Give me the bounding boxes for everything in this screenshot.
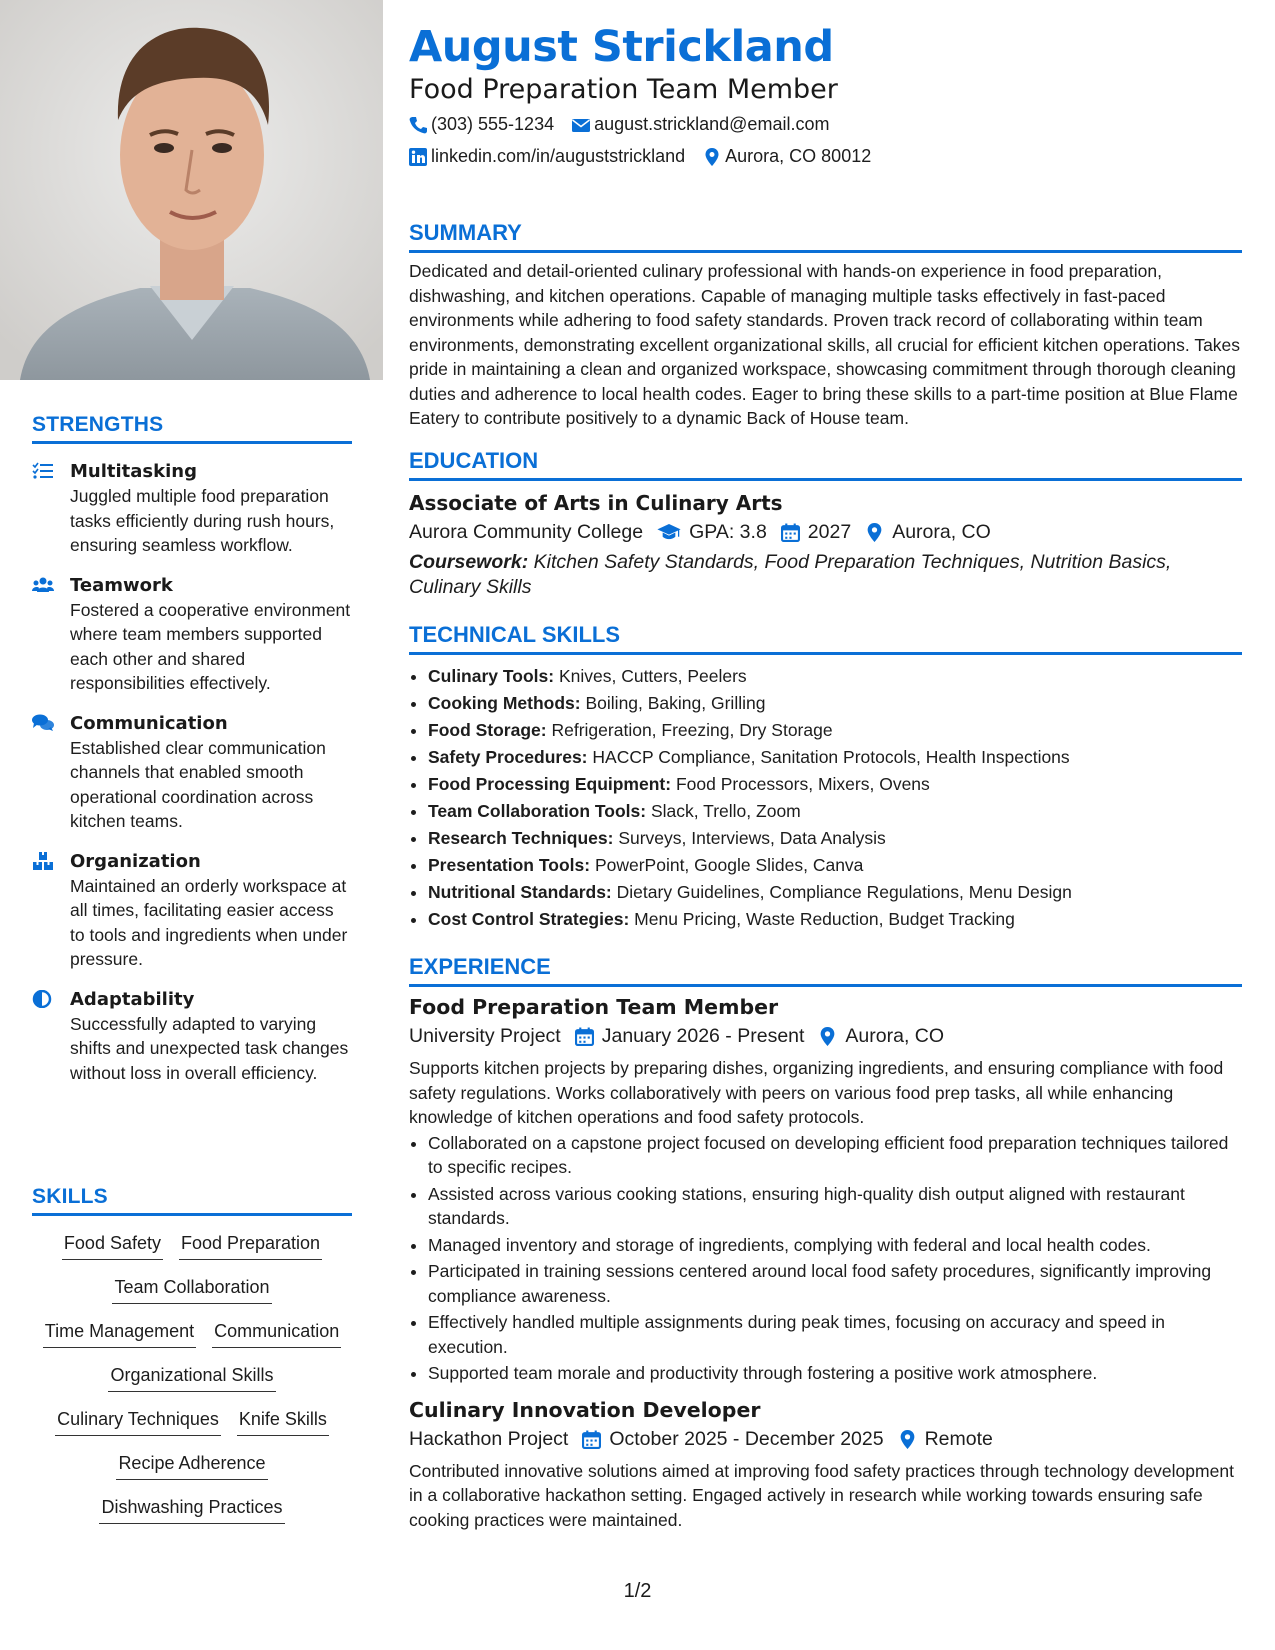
calendar-icon xyxy=(781,523,800,542)
calendar-icon xyxy=(582,1430,601,1449)
portrait-image xyxy=(0,0,383,380)
phone-contact xyxy=(409,114,554,135)
skills-list xyxy=(32,1216,352,1524)
job-location-item xyxy=(818,1025,944,1048)
job-org: Hackathon Project xyxy=(409,1427,569,1450)
email-contact[interactable] xyxy=(572,114,829,135)
degree-name: Associate of Arts in Culinary Arts xyxy=(409,491,783,515)
job-meta xyxy=(409,1428,1242,1451)
location-contact xyxy=(703,146,871,167)
skill-chip: Dishwashing Practices xyxy=(99,1494,284,1524)
job-dates: January 2026 - Present xyxy=(601,1025,805,1047)
job-dates: October 2025 - December 2025 xyxy=(609,1427,884,1450)
skill-label: Nutritional Standards: xyxy=(428,882,612,902)
list-item xyxy=(428,798,1242,825)
skill-value: Refrigeration, Freezing, Dry Storage xyxy=(551,720,833,740)
strength-name: Communication xyxy=(70,712,228,734)
list-item: • Supported team morale and productivity through fostering a positive work atmosphere. xyxy=(428,1361,1242,1386)
skill-chip: Time Management xyxy=(43,1318,196,1348)
year-text: 2027 xyxy=(807,521,852,543)
job-summary: Supports kitchen projects by preparing dishes, organizing ingredients, and ensuring compliance with food safety regulations. Works collaboratively with peers on various food prep tasks, all while enhancing knowledge of kitchen operations and food safety protocols. xyxy=(409,1058,1224,1127)
skill-chip: Team Collaboration xyxy=(112,1274,271,1304)
list-item: • Effectively handled multiple assignments during peak times, focusing on accuracy and speed in execution. xyxy=(428,1310,1242,1359)
job-entry xyxy=(409,1398,1242,1533)
experience-section xyxy=(409,954,1242,1532)
page-number: 1/2 xyxy=(623,1580,652,1602)
skill-chip: Communication xyxy=(212,1318,341,1348)
gpa-item xyxy=(657,521,767,544)
strength-item xyxy=(32,850,352,972)
gpa-text: GPA: 3.8 xyxy=(689,521,767,543)
skill-value: Surveys, Interviews, Data Analysis xyxy=(618,828,886,848)
education-meta xyxy=(409,521,1242,544)
list-item: • Assisted across various cooking stations, ensuring high-quality dish output aligned with restaurant standards. xyxy=(428,1182,1242,1231)
skill-label: Food Processing Equipment: xyxy=(428,774,672,794)
map-pin-icon xyxy=(898,1430,917,1449)
boxes-icon xyxy=(32,850,70,972)
strength-item xyxy=(32,574,352,696)
job-meta xyxy=(409,1025,1242,1048)
summary-text: Dedicated and detail-oriented culinary professional with hands-on experience in food preparation, dishwashing, and kitchen operations. Capable of managing multiple tasks effectively in fast-paced environments while adhering to food safety standards. Proven track record of collaborating within team environments, demonstrating excellent organizational skills, all crucial for efficient kitchen operations. Takes pride in maintaining a clean and organized workspace, showcasing commitment through thorough cleaning duties and adherence to local health codes. Eager to bring these skills to a part-time position at Blue Flame Eatery to contribute positively to a dynamic Back of House team. xyxy=(409,261,1241,428)
strength-name: Multitasking xyxy=(70,461,197,482)
list-item xyxy=(428,852,1242,879)
location-text: Aurora, CO 80012 xyxy=(725,146,872,166)
skill-label: Safety Procedures: xyxy=(428,747,588,767)
linkedin-text[interactable]: linkedin.com/in/auguststrickland xyxy=(431,146,686,166)
list-item xyxy=(428,663,1242,690)
list-item xyxy=(428,717,1242,744)
strength-item xyxy=(32,988,352,1086)
job-location: Aurora, CO xyxy=(845,1025,945,1047)
skill-value: Boiling, Baking, Grilling xyxy=(585,693,766,713)
list-check-icon xyxy=(32,460,70,558)
job-org: University Project xyxy=(409,1025,561,1047)
skill-value: Slack, Trello, Zoom xyxy=(650,801,801,821)
sidebar xyxy=(0,0,383,1650)
comments-icon xyxy=(32,712,70,834)
strength-desc: Successfully adapted to varying shifts and unexpected task changes without loss in overall efficiency. xyxy=(70,1013,349,1083)
skill-value: HACCP Compliance, Sanitation Protocols, Health Inspections xyxy=(592,747,1070,767)
skill-value: PowerPoint, Google Slides, Canva xyxy=(594,855,864,875)
skill-chip: Recipe Adherence xyxy=(116,1450,267,1480)
technical-skills-section xyxy=(409,622,1242,933)
map-pin-icon xyxy=(818,1027,837,1046)
strength-name: Teamwork xyxy=(70,574,173,596)
person-name: August Strickland xyxy=(409,22,834,72)
coursework xyxy=(409,550,1242,600)
strength-desc: Maintained an orderly workspace at all times, facilitating easier access to tools and ingredients when under pressure. xyxy=(70,875,348,969)
email-text[interactable]: august.strickland@email.com xyxy=(594,114,830,134)
list-item xyxy=(428,771,1242,798)
school-name: Aurora Community College xyxy=(409,521,644,543)
skill-chip: Food Safety xyxy=(62,1230,163,1260)
job-location-item xyxy=(898,1428,993,1451)
phone-icon xyxy=(409,116,427,134)
strength-item xyxy=(32,712,352,834)
experience-title: EXPERIENCE xyxy=(409,954,1242,987)
summary-title: SUMMARY xyxy=(409,220,1242,253)
job-entry xyxy=(409,995,1242,1386)
edu-location-item xyxy=(865,521,991,544)
skill-label: Team Collaboration Tools: xyxy=(428,801,647,821)
technical-skills-title: TECHNICAL SKILLS xyxy=(409,622,1242,655)
half-circle-icon xyxy=(32,988,70,1086)
phone-text: (303) 555-1234 xyxy=(431,114,555,134)
graduation-cap-icon xyxy=(657,523,681,542)
strengths-title: STRENGTHS xyxy=(32,413,352,444)
skill-value: Knives, Cutters, Peelers xyxy=(558,666,747,686)
strength-item xyxy=(32,460,352,558)
skill-label: Presentation Tools: xyxy=(428,855,591,875)
users-icon xyxy=(32,574,70,696)
strength-name: Adaptability xyxy=(70,988,195,1010)
skills-section xyxy=(32,1185,352,1524)
list-item: • Managed inventory and storage of ingredients, complying with federal and local health codes. xyxy=(428,1233,1242,1258)
summary-section xyxy=(409,220,1242,431)
strength-desc: Juggled multiple food preparation tasks efficiently during rush hours, ensuring seamless workflow. xyxy=(70,486,335,555)
coursework-label: Coursework: xyxy=(409,551,529,573)
skill-label: Food Storage: xyxy=(428,720,547,740)
education-section xyxy=(409,448,1242,600)
strength-desc: Established clear communication channels that enabled smooth operational coordination across kitchen teams. xyxy=(70,737,326,831)
skill-label: Cooking Methods: xyxy=(428,693,581,713)
list-item xyxy=(428,879,1242,906)
job-dates-item xyxy=(582,1428,883,1451)
strength-desc: Fostered a cooperative environment where team members supported each other and shared responsibilities effectively. xyxy=(70,599,351,693)
strengths-section xyxy=(32,413,352,1085)
job-title: Culinary Innovation Developer xyxy=(409,1397,761,1422)
linkedin-contact[interactable] xyxy=(409,146,685,167)
map-pin-icon xyxy=(865,523,884,542)
job-summary: Contributed innovative solutions aimed at improving food safety practices through technology development in a collaborative hackathon setting. Engaged actively in research while working towards ensuring safe cooking practices were maintained. xyxy=(409,1460,1234,1530)
list-item xyxy=(428,690,1242,717)
list-item xyxy=(428,906,1242,933)
list-item xyxy=(428,744,1242,771)
skill-chip: Knife Skills xyxy=(237,1406,329,1436)
coursework-text: Kitchen Safety Standards, Food Preparation Techniques, Nutrition Basics, Culinary Skills xyxy=(409,551,1172,598)
profile-photo xyxy=(0,0,383,380)
map-pin-icon xyxy=(703,148,721,166)
edu-location-text: Aurora, CO xyxy=(892,521,991,543)
year-item xyxy=(781,521,851,544)
job-bullets xyxy=(409,1131,1242,1386)
strength-name: Organization xyxy=(70,850,201,872)
list-item: • Collaborated on a capstone project focused on developing efficient food preparation techniques tailored to specific recipes. xyxy=(428,1131,1242,1180)
envelope-icon xyxy=(572,116,590,134)
skill-value: Dietary Guidelines, Compliance Regulations, Menu Design xyxy=(616,882,1072,902)
linkedin-icon xyxy=(409,148,427,166)
job-location: Remote xyxy=(924,1427,993,1450)
skill-label: Cost Control Strategies: xyxy=(428,909,630,929)
list-item: • Participated in training sessions centered around local food safety procedures, significantly improving compliance awareness. xyxy=(428,1259,1242,1308)
skill-label: Culinary Tools: xyxy=(428,666,555,686)
education-title: EDUCATION xyxy=(409,448,1242,481)
calendar-icon xyxy=(575,1027,594,1046)
skill-chip: Food Preparation xyxy=(179,1230,322,1260)
skill-value: Food Processors, Mixers, Ovens xyxy=(675,774,930,794)
contact-row-1 xyxy=(409,114,847,135)
skills-title: SKILLS xyxy=(32,1185,352,1216)
contact-row-2 xyxy=(409,146,889,167)
skill-value: Menu Pricing, Waste Reduction, Budget Tracking xyxy=(634,909,1015,929)
job-title: Food Preparation Team Member xyxy=(409,995,779,1019)
list-item xyxy=(428,825,1242,852)
skill-chip: Culinary Techniques xyxy=(55,1406,221,1436)
skill-label: Research Techniques: xyxy=(428,828,614,848)
person-title: Food Preparation Team Member xyxy=(409,74,838,105)
skill-chip: Organizational Skills xyxy=(108,1362,275,1392)
job-dates-item xyxy=(575,1025,805,1048)
technical-skills-list xyxy=(409,663,1242,933)
